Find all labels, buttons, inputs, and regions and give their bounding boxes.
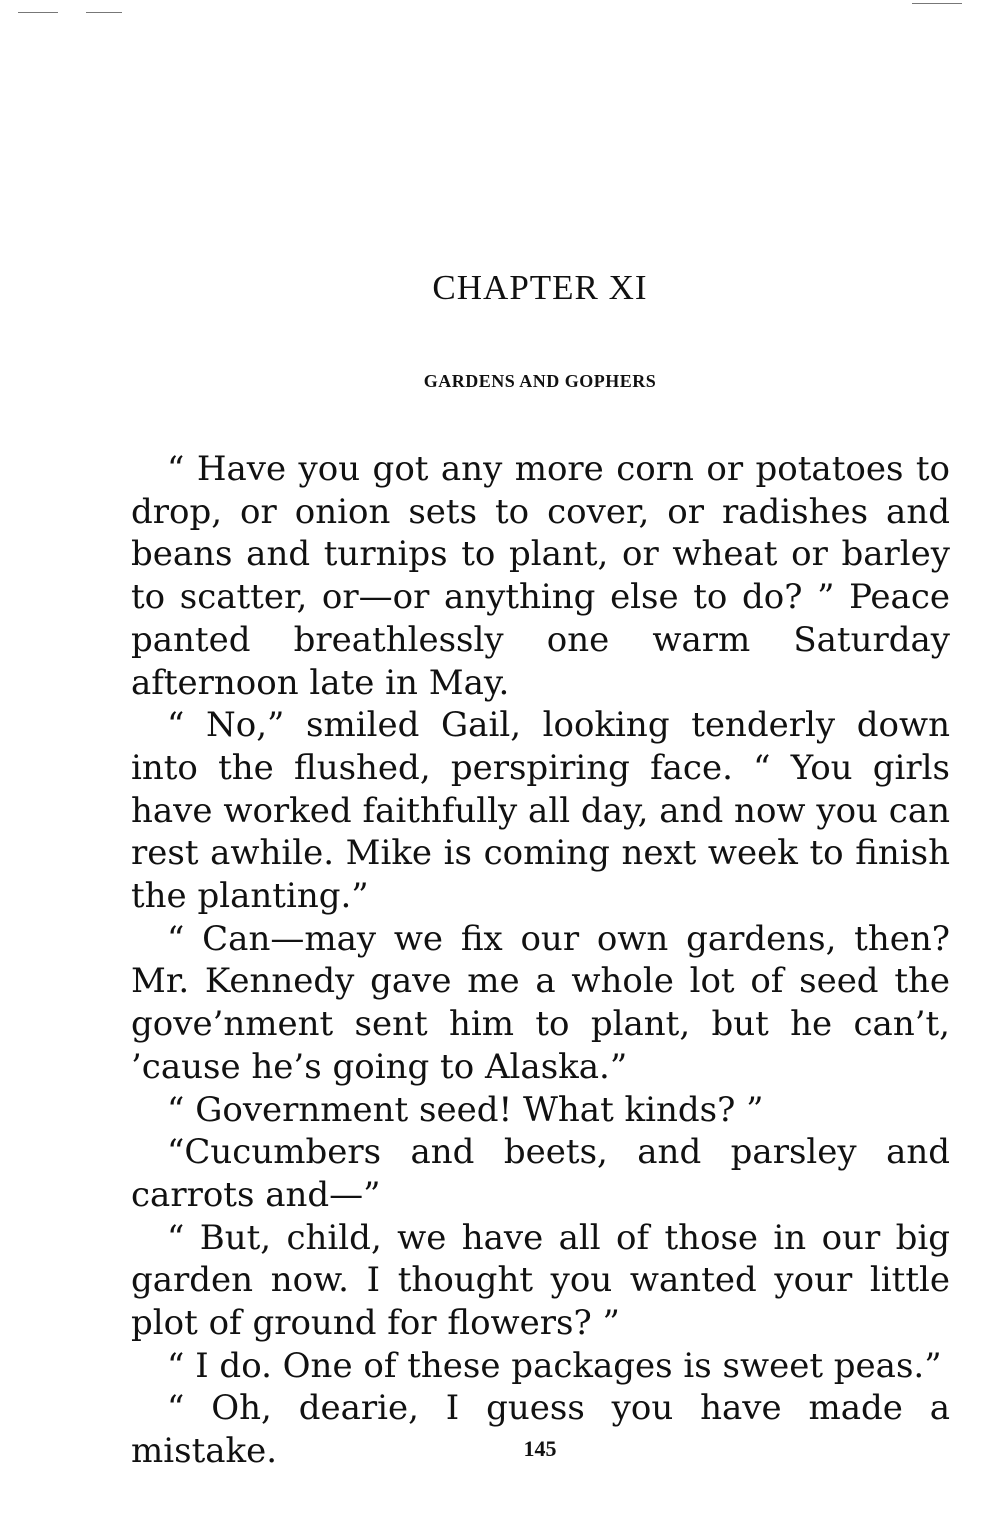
paragraph: “ But, child, we have all of those in our big garden now. I thought you wanted your little plot of ground for flowers? ” xyxy=(131,1217,950,1344)
paragraph: “ Government seed! What kinds? ” xyxy=(167,1089,764,1130)
scan-artifact-top-left xyxy=(18,12,58,13)
paragraph: “ Have you got any more corn or potatoes to drop, or onion sets to cover, or radishes and beans and turnips to plant, or wheat or barley to scatter, or—or anything else to do? ” Peace panted breathlessly one warm Saturday afternoon late in May. xyxy=(131,449,950,703)
paragraph: “ I do. One of these packages is sweet peas.” xyxy=(167,1345,942,1386)
paragraph: “ Oh, dearie, I guess you have made a mistake. xyxy=(131,1388,950,1472)
paragraph: “ Can—may we fix our own gardens, then? Mr. Kennedy gave me a whole lot of seed the gove’nment sent him to plant, but he can’t, ’cause he’s going to Alaska.” xyxy=(131,918,950,1087)
paragraph: “Cucumbers and beets, and parsley and carrots and—” xyxy=(131,1132,950,1215)
chapter-title: CHAPTER XI xyxy=(432,268,648,307)
chapter-subtitle: GARDENS AND GOPHERS xyxy=(423,371,657,391)
scan-artifact-top-left-2 xyxy=(86,12,122,13)
paragraph: “ No,” smiled Gail, looking tenderly down into the flushed, perspiring face. “ You girls have worked faithfully all day, and now you can rest awhile. Mike is coming next week to finish the planting.” xyxy=(131,705,950,917)
scan-artifact-top-right xyxy=(912,3,962,4)
body-text xyxy=(131,448,950,1473)
page-number: 145 xyxy=(523,1436,557,1461)
